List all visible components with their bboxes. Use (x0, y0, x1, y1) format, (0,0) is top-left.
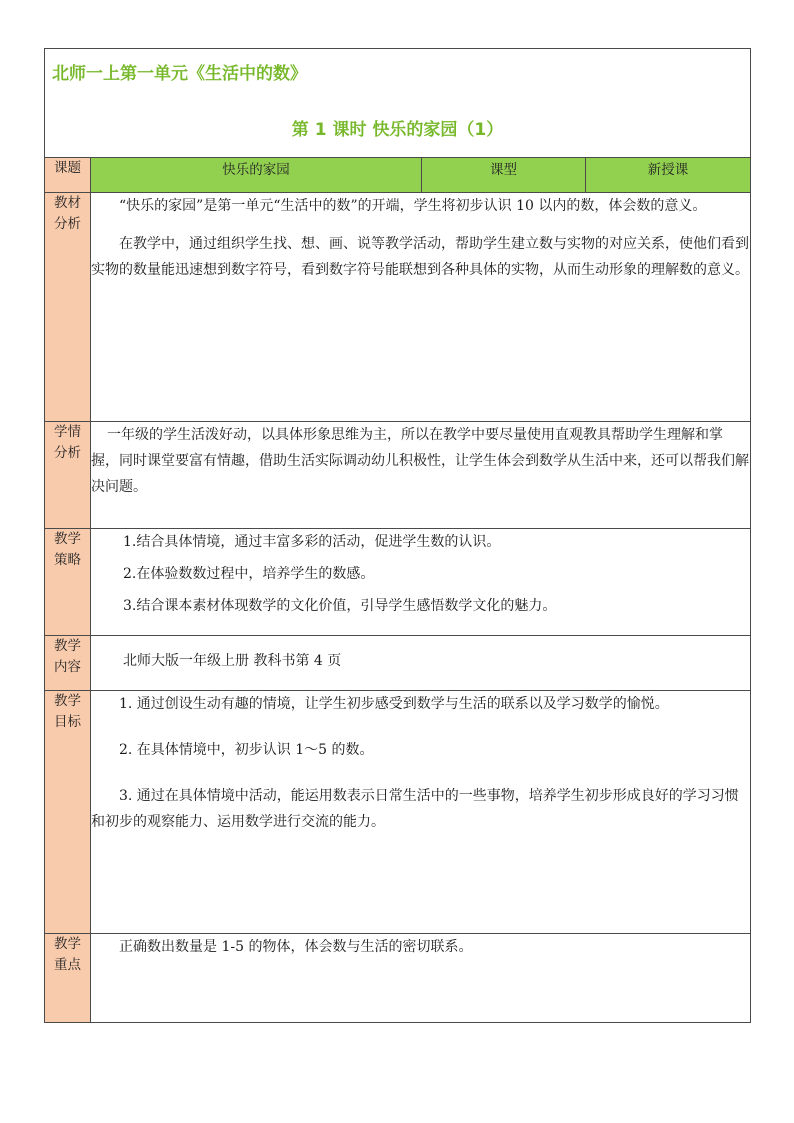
key-points-text: 正确数出数量是 1-5 的物体，体会数与生活的密切联系。 (119, 939, 473, 955)
topic-row (45, 158, 751, 193)
student-analysis-content (91, 422, 751, 529)
student-analysis-label-text: 学情 分析 (54, 424, 81, 461)
strategy-item: 1.结合具体情境，通过丰富多彩的活动，促进学生数的认识。 (123, 534, 501, 550)
content-text: 北师大版一年级上册 教科书第 4 页 (123, 653, 342, 669)
header-row (45, 49, 751, 158)
material-paragraph: 在教学中，通过组织学生找、想、画、说等教学活动，帮助学生建立数与实物的对应关系，使他们看到实物的数量能迅速想到数字符号，看到数字符号能联想到各种具体的实物，从而生动形象的理解数的意义。 (91, 236, 749, 278)
lesson-title: 第 1 课时 快乐的家园（1） (291, 120, 504, 140)
content-label (45, 636, 91, 691)
lesson-type-value: 新授课 (586, 158, 751, 193)
material-analysis-row (45, 193, 751, 422)
key-points-label-text: 教学 重点 (54, 936, 81, 973)
objectives-content (91, 691, 751, 934)
student-analysis-row (45, 422, 751, 529)
topic-label: 课题 (45, 158, 91, 193)
objectives-label-text: 教学 目标 (54, 693, 81, 730)
student-analysis-label (45, 422, 91, 529)
student-analysis-text: 一年级的学生活泼好动，以具体形象思维为主，所以在教学中要尽量使用直观教具帮助学生理解和掌握，同时课堂要富有情趣，借助生活实际调动幼儿积极性，让学生体会到数学从生活中来，还可以帮我们解决问题。 (91, 427, 749, 495)
key-points-label (45, 934, 91, 1023)
objective-item: 1. 通过创设生动有趣的情境，让学生初步感受到数学与生活的联系以及学习数学的愉悦。 (119, 696, 669, 712)
material-paragraph: “快乐的家园”是第一单元“生活中的数”的开端，学生将初步认识 10 以内的数，体会数的意义。 (119, 198, 707, 214)
objectives-label (45, 691, 91, 934)
content-content (91, 636, 751, 691)
material-analysis-content (91, 193, 751, 422)
objective-item: 3. 通过在具体情境中活动，能运用数表示日常生活中的一些事物，培养学生初步形成良好的学习习惯和初步的观察能力、运用数学进行交流的能力。 (91, 788, 739, 830)
key-points-content (91, 934, 751, 1023)
strategy-label (45, 529, 91, 636)
objective-item: 2. 在具体情境中，初步认识 1～5 的数。 (119, 742, 374, 758)
strategy-content (91, 529, 751, 636)
key-points-row (45, 934, 751, 1023)
material-analysis-label (45, 193, 91, 422)
material-analysis-label-text: 教材 分析 (54, 195, 81, 232)
objectives-row (45, 691, 751, 934)
content-row (45, 636, 751, 691)
content-label-text: 教学 内容 (54, 638, 81, 675)
topic-value: 快乐的家园 (91, 158, 422, 193)
unit-title: 北师一上第一单元《生活中的数》 (52, 64, 307, 84)
lesson-type-label: 课型 (422, 158, 586, 193)
strategy-item: 3.结合课本素材体现数学的文化价值，引导学生感悟数学文化的魅力。 (123, 598, 557, 614)
lesson-plan-table (44, 48, 751, 1023)
strategy-row (45, 529, 751, 636)
header-cell (45, 49, 751, 158)
strategy-label-text: 教学 策略 (54, 531, 81, 568)
strategy-item: 2.在体验数数过程中，培养学生的数感。 (123, 566, 375, 582)
